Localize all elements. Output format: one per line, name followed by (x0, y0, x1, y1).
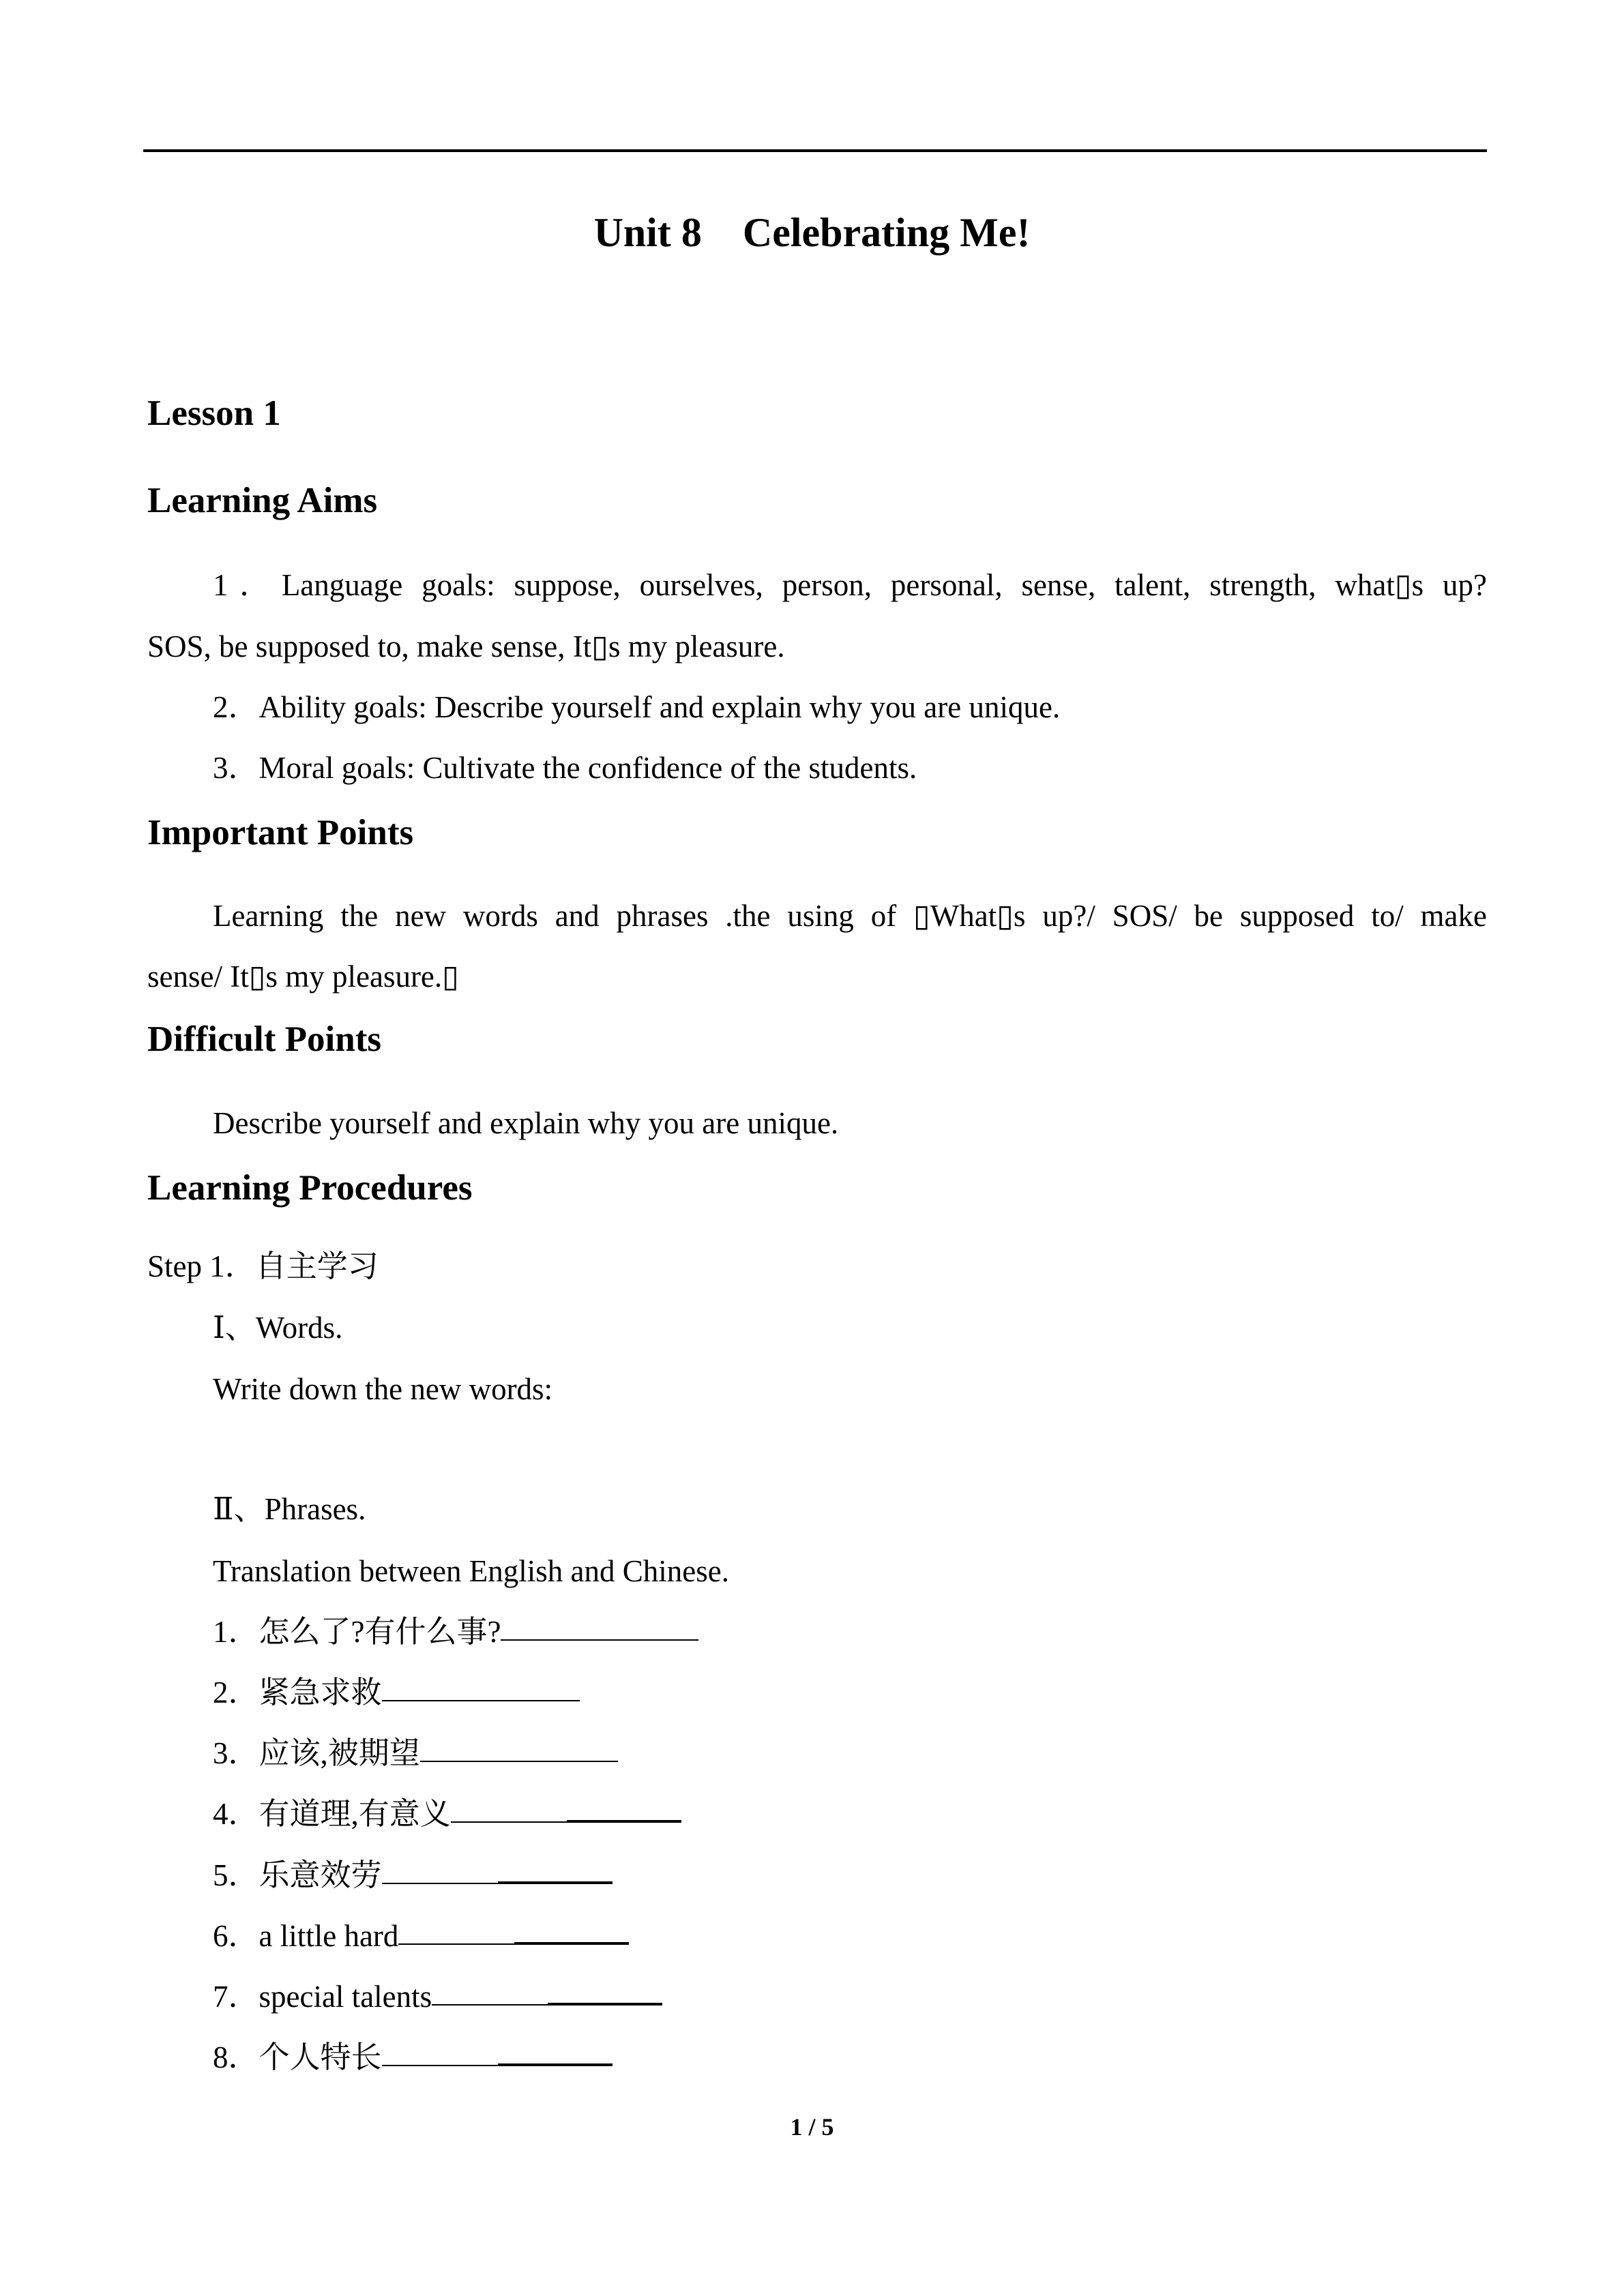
phrase-item-text: 8．个人特长 (213, 2040, 382, 2074)
page-title: Unit 8 Celebrating Me! (593, 210, 1031, 255)
step-1: Step 1．自主学习 (147, 1249, 379, 1283)
phrase-item-text: 2．紧急求救 (213, 1675, 382, 1710)
aim-1-number: 1． (213, 568, 282, 602)
aim-1-text: Language goals: suppose, ourselves, person, personal, sense, talent, strength, what▯s up? (281, 568, 1487, 602)
words-heading: Ⅰ、Words. (213, 1311, 343, 1345)
phrase-item (213, 1918, 629, 1954)
important-points-heading: Important Points (147, 813, 414, 852)
phrase-item (213, 1613, 698, 1650)
answer-blank[interactable] (432, 2004, 548, 2006)
answer-blank-underline[interactable] (498, 1881, 612, 1884)
important-points-line-1: Learning the new words and phrases .the using of ▯What▯s up?/ SOS/ be supposed to/ make (213, 899, 1487, 933)
phrase-item (213, 2039, 612, 2076)
phrase-item (213, 1857, 612, 1894)
aim-3: 3．Moral goals: Cultivate the confidence of the students. (213, 751, 917, 785)
phrase-item-text: 7．special talents (213, 1980, 432, 2014)
phrase-item-text: 5．乐意效劳 (213, 1858, 382, 1892)
phrase-item (213, 1978, 662, 2015)
answer-blank-underline[interactable] (514, 1942, 629, 1945)
phrase-item-text: 1．怎么了?有什么事? (213, 1615, 501, 1649)
answer-blank[interactable] (420, 1761, 618, 1762)
lesson-heading: Lesson 1 (147, 393, 281, 433)
answer-blank-underline[interactable] (548, 2003, 662, 2006)
answer-blank-underline[interactable] (567, 1820, 681, 1823)
phrases-instruction: Translation between English and Chinese. (213, 1554, 729, 1588)
phrase-item-text: 6．a little hard (213, 1919, 399, 1953)
important-points-line-2: sense/ It▯s my pleasure.▯ (147, 959, 459, 994)
header-rule (143, 149, 1487, 152)
answer-blank[interactable] (382, 1883, 498, 1884)
difficult-points-heading: Difficult Points (147, 1019, 381, 1059)
phrase-item (213, 1674, 580, 1711)
aim-1-line-2: SOS, be supposed to, make sense, It▯s my pleasure. (147, 629, 785, 664)
learning-aims-heading: Learning Aims (147, 481, 378, 520)
words-instruction: Write down the new words: (213, 1372, 553, 1406)
answer-blank[interactable] (451, 1821, 567, 1823)
page-number: 1 / 5 (790, 2113, 834, 2141)
difficult-points-text: Describe yourself and explain why you are unique. (213, 1106, 839, 1140)
answer-blank[interactable] (501, 1639, 698, 1641)
answer-blank-underline[interactable] (498, 2063, 612, 2066)
phrases-heading: Ⅱ、Phrases. (213, 1492, 366, 1526)
phrase-item (213, 1735, 618, 1772)
phrase-item-text: 4．有道理,有意义 (213, 1797, 451, 1831)
phrase-item (213, 1795, 681, 1832)
answer-blank[interactable] (382, 1700, 580, 1701)
answer-blank[interactable] (382, 2065, 498, 2066)
learning-procedures-heading: Learning Procedures (147, 1168, 473, 1208)
aim-2: 2．Ability goals: Describe yourself and explain why you are unique. (213, 690, 1061, 724)
phrase-item-text: 3．应该,被期望 (213, 1736, 420, 1770)
aim-1-line-1 (213, 567, 1487, 603)
answer-blank[interactable] (398, 1943, 514, 1945)
